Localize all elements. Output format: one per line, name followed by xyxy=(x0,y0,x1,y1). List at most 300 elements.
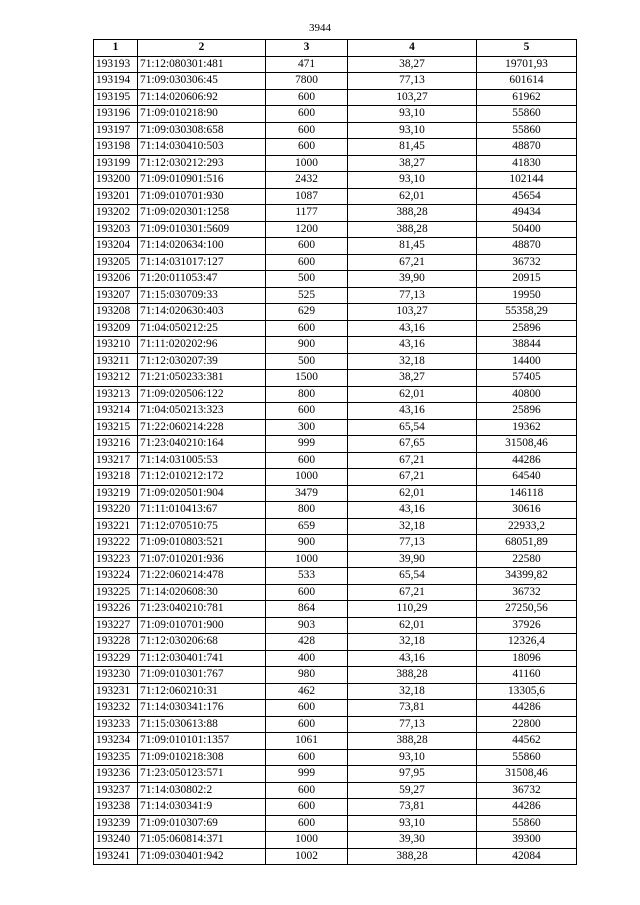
cadastral-number-cell: 71:12:030401:741 xyxy=(138,650,266,667)
row-id-cell: 193196 xyxy=(94,106,138,123)
table-row xyxy=(94,749,577,766)
row-id-cell: 193231 xyxy=(94,683,138,700)
column-header-4: 4 xyxy=(348,40,477,57)
row-id-cell: 193205 xyxy=(94,254,138,271)
value-cell: 22933,2 xyxy=(477,518,577,535)
rate-cell: 67,21 xyxy=(348,469,477,486)
rate-cell: 67,21 xyxy=(348,452,477,469)
area-cell: 999 xyxy=(266,766,348,783)
value-cell: 146118 xyxy=(477,485,577,502)
area-cell: 533 xyxy=(266,568,348,585)
cadastral-number-cell: 71:12:030212:293 xyxy=(138,155,266,172)
value-cell: 55860 xyxy=(477,122,577,139)
cadastral-number-cell: 71:09:010218:90 xyxy=(138,106,266,123)
row-id-cell: 193213 xyxy=(94,386,138,403)
rate-cell: 93,10 xyxy=(348,172,477,189)
value-cell: 55860 xyxy=(477,815,577,832)
rate-cell: 65,54 xyxy=(348,419,477,436)
area-cell: 600 xyxy=(266,782,348,799)
value-cell: 55860 xyxy=(477,749,577,766)
table-row xyxy=(94,584,577,601)
cadastral-number-cell: 71:23:050123:571 xyxy=(138,766,266,783)
row-id-cell: 193210 xyxy=(94,337,138,354)
table-row xyxy=(94,254,577,271)
area-cell: 428 xyxy=(266,634,348,651)
cadastral-number-cell: 71:14:020634:100 xyxy=(138,238,266,255)
row-id-cell: 193204 xyxy=(94,238,138,255)
area-cell: 3479 xyxy=(266,485,348,502)
cadastral-number-cell: 71:09:030306:45 xyxy=(138,73,266,90)
area-cell: 7800 xyxy=(266,73,348,90)
area-cell: 600 xyxy=(266,403,348,420)
table-row xyxy=(94,419,577,436)
cadastral-number-cell: 71:12:030207:39 xyxy=(138,353,266,370)
column-header-2: 2 xyxy=(138,40,266,57)
rate-cell: 77,13 xyxy=(348,73,477,90)
value-cell: 36732 xyxy=(477,584,577,601)
value-cell: 42084 xyxy=(477,848,577,865)
table-row xyxy=(94,452,577,469)
cadastral-number-cell: 71:05:060814:371 xyxy=(138,832,266,849)
area-cell: 600 xyxy=(266,700,348,717)
cadastral-number-cell: 71:20:011053:47 xyxy=(138,271,266,288)
value-cell: 22800 xyxy=(477,716,577,733)
cadastral-number-cell: 71:22:060214:478 xyxy=(138,568,266,585)
value-cell: 36732 xyxy=(477,254,577,271)
table-row xyxy=(94,733,577,750)
rate-cell: 77,13 xyxy=(348,287,477,304)
page-number: 3944 xyxy=(309,22,331,34)
cadastral-number-cell: 71:09:010901:516 xyxy=(138,172,266,189)
table-row xyxy=(94,469,577,486)
table-row xyxy=(94,782,577,799)
table-row xyxy=(94,172,577,189)
row-id-cell: 193197 xyxy=(94,122,138,139)
table-row xyxy=(94,403,577,420)
cadastral-number-cell: 71:04:050212:25 xyxy=(138,320,266,337)
area-cell: 600 xyxy=(266,452,348,469)
value-cell: 22580 xyxy=(477,551,577,568)
row-id-cell: 193211 xyxy=(94,353,138,370)
area-cell: 600 xyxy=(266,799,348,816)
table-row xyxy=(94,122,577,139)
row-id-cell: 193238 xyxy=(94,799,138,816)
row-id-cell: 193221 xyxy=(94,518,138,535)
row-id-cell: 193226 xyxy=(94,601,138,618)
value-cell: 68051,89 xyxy=(477,535,577,552)
row-id-cell: 193228 xyxy=(94,634,138,651)
value-cell: 38844 xyxy=(477,337,577,354)
row-id-cell: 193223 xyxy=(94,551,138,568)
rate-cell: 32,18 xyxy=(348,518,477,535)
table-row xyxy=(94,271,577,288)
rate-cell: 81,45 xyxy=(348,139,477,156)
table-row xyxy=(94,56,577,73)
row-id-cell: 193216 xyxy=(94,436,138,453)
table-row xyxy=(94,485,577,502)
cadastral-number-cell: 71:09:010301:767 xyxy=(138,667,266,684)
area-cell: 471 xyxy=(266,56,348,73)
row-id-cell: 193217 xyxy=(94,452,138,469)
row-id-cell: 193229 xyxy=(94,650,138,667)
cadastral-number-cell: 71:23:040210:164 xyxy=(138,436,266,453)
row-id-cell: 193218 xyxy=(94,469,138,486)
header-row xyxy=(94,40,577,57)
value-cell: 37926 xyxy=(477,617,577,634)
rate-cell: 67,21 xyxy=(348,254,477,271)
table-row xyxy=(94,700,577,717)
cadastral-number-cell: 71:14:030341:9 xyxy=(138,799,266,816)
cadastral-number-cell: 71:09:010101:1357 xyxy=(138,733,266,750)
area-cell: 864 xyxy=(266,601,348,618)
area-cell: 1061 xyxy=(266,733,348,750)
row-id-cell: 193235 xyxy=(94,749,138,766)
area-cell: 1500 xyxy=(266,370,348,387)
table-row xyxy=(94,106,577,123)
rate-cell: 93,10 xyxy=(348,122,477,139)
cadastral-number-cell: 71:09:010701:900 xyxy=(138,617,266,634)
table-row xyxy=(94,436,577,453)
table-row xyxy=(94,89,577,106)
area-cell: 500 xyxy=(266,353,348,370)
cadastral-number-cell: 71:09:010701:930 xyxy=(138,188,266,205)
row-id-cell: 193203 xyxy=(94,221,138,238)
area-cell: 600 xyxy=(266,122,348,139)
table-row xyxy=(94,502,577,519)
rate-cell: 73,81 xyxy=(348,799,477,816)
cadastral-number-cell: 71:14:020608:30 xyxy=(138,584,266,601)
rate-cell: 81,45 xyxy=(348,238,477,255)
cadastral-number-cell: 71:21:050233:381 xyxy=(138,370,266,387)
rate-cell: 65,54 xyxy=(348,568,477,585)
table-row xyxy=(94,766,577,783)
value-cell: 57405 xyxy=(477,370,577,387)
value-cell: 36732 xyxy=(477,782,577,799)
value-cell: 49434 xyxy=(477,205,577,222)
cadastral-number-cell: 71:12:010212:172 xyxy=(138,469,266,486)
row-id-cell: 193240 xyxy=(94,832,138,849)
table-row xyxy=(94,683,577,700)
row-id-cell: 193239 xyxy=(94,815,138,832)
rate-cell: 43,16 xyxy=(348,650,477,667)
value-cell: 12326,4 xyxy=(477,634,577,651)
row-id-cell: 193201 xyxy=(94,188,138,205)
rate-cell: 388,28 xyxy=(348,221,477,238)
area-cell: 1200 xyxy=(266,221,348,238)
row-id-cell: 193233 xyxy=(94,716,138,733)
row-id-cell: 193194 xyxy=(94,73,138,90)
row-id-cell: 193199 xyxy=(94,155,138,172)
table-row xyxy=(94,848,577,865)
row-id-cell: 193212 xyxy=(94,370,138,387)
cadastral-number-cell: 71:09:010307:69 xyxy=(138,815,266,832)
row-id-cell: 193209 xyxy=(94,320,138,337)
value-cell: 31508,46 xyxy=(477,766,577,783)
area-cell: 1002 xyxy=(266,848,348,865)
area-cell: 629 xyxy=(266,304,348,321)
value-cell: 55860 xyxy=(477,106,577,123)
value-cell: 14400 xyxy=(477,353,577,370)
rate-cell: 39,90 xyxy=(348,271,477,288)
area-cell: 1000 xyxy=(266,551,348,568)
area-cell: 999 xyxy=(266,436,348,453)
rate-cell: 110,29 xyxy=(348,601,477,618)
rate-cell: 62,01 xyxy=(348,386,477,403)
data-table xyxy=(93,39,577,865)
rate-cell: 62,01 xyxy=(348,617,477,634)
row-id-cell: 193214 xyxy=(94,403,138,420)
area-cell: 600 xyxy=(266,106,348,123)
area-cell: 800 xyxy=(266,386,348,403)
row-id-cell: 193224 xyxy=(94,568,138,585)
value-cell: 20915 xyxy=(477,271,577,288)
area-cell: 1177 xyxy=(266,205,348,222)
value-cell: 18096 xyxy=(477,650,577,667)
rate-cell: 388,28 xyxy=(348,733,477,750)
area-cell: 1087 xyxy=(266,188,348,205)
table-row xyxy=(94,139,577,156)
area-cell: 525 xyxy=(266,287,348,304)
value-cell: 19362 xyxy=(477,419,577,436)
row-id-cell: 193222 xyxy=(94,535,138,552)
row-id-cell: 193207 xyxy=(94,287,138,304)
area-cell: 980 xyxy=(266,667,348,684)
cadastral-number-cell: 71:14:020606:92 xyxy=(138,89,266,106)
cadastral-number-cell: 71:07:010201:936 xyxy=(138,551,266,568)
area-cell: 600 xyxy=(266,238,348,255)
value-cell: 13305,6 xyxy=(477,683,577,700)
rate-cell: 59,27 xyxy=(348,782,477,799)
area-cell: 300 xyxy=(266,419,348,436)
area-cell: 800 xyxy=(266,502,348,519)
row-id-cell: 193225 xyxy=(94,584,138,601)
row-id-cell: 193202 xyxy=(94,205,138,222)
rate-cell: 38,27 xyxy=(348,155,477,172)
value-cell: 601614 xyxy=(477,73,577,90)
row-id-cell: 193220 xyxy=(94,502,138,519)
row-id-cell: 193230 xyxy=(94,667,138,684)
value-cell: 50400 xyxy=(477,221,577,238)
row-id-cell: 193206 xyxy=(94,271,138,288)
value-cell: 30616 xyxy=(477,502,577,519)
area-cell: 1000 xyxy=(266,155,348,172)
rate-cell: 32,18 xyxy=(348,353,477,370)
row-id-cell: 193193 xyxy=(94,56,138,73)
rate-cell: 97,95 xyxy=(348,766,477,783)
table-row xyxy=(94,320,577,337)
row-id-cell: 193200 xyxy=(94,172,138,189)
area-cell: 600 xyxy=(266,139,348,156)
cadastral-number-cell: 71:09:010301:5609 xyxy=(138,221,266,238)
rate-cell: 62,01 xyxy=(348,188,477,205)
value-cell: 44562 xyxy=(477,733,577,750)
value-cell: 25896 xyxy=(477,403,577,420)
table-row xyxy=(94,205,577,222)
rate-cell: 388,28 xyxy=(348,667,477,684)
table-row xyxy=(94,188,577,205)
cadastral-number-cell: 71:11:020202:96 xyxy=(138,337,266,354)
rate-cell: 43,16 xyxy=(348,403,477,420)
value-cell: 31508,46 xyxy=(477,436,577,453)
row-id-cell: 193236 xyxy=(94,766,138,783)
table-row xyxy=(94,287,577,304)
cadastral-number-cell: 71:04:050213:323 xyxy=(138,403,266,420)
rate-cell: 77,13 xyxy=(348,716,477,733)
cadastral-number-cell: 71:12:080301:481 xyxy=(138,56,266,73)
area-cell: 2432 xyxy=(266,172,348,189)
value-cell: 27250,56 xyxy=(477,601,577,618)
cadastral-number-cell: 71:23:040210:781 xyxy=(138,601,266,618)
rate-cell: 67,65 xyxy=(348,436,477,453)
table-row xyxy=(94,238,577,255)
table-row xyxy=(94,601,577,618)
cadastral-number-cell: 71:09:020301:1258 xyxy=(138,205,266,222)
cadastral-number-cell: 71:14:020630:403 xyxy=(138,304,266,321)
table-body xyxy=(94,56,577,865)
area-cell: 600 xyxy=(266,749,348,766)
rate-cell: 43,16 xyxy=(348,337,477,354)
row-id-cell: 193208 xyxy=(94,304,138,321)
cadastral-number-cell: 71:14:030802:2 xyxy=(138,782,266,799)
cadastral-number-cell: 71:09:010803:521 xyxy=(138,535,266,552)
column-header-1: 1 xyxy=(94,40,138,57)
rate-cell: 93,10 xyxy=(348,749,477,766)
table-row xyxy=(94,634,577,651)
row-id-cell: 193227 xyxy=(94,617,138,634)
column-header-5: 5 xyxy=(477,40,577,57)
value-cell: 25896 xyxy=(477,320,577,337)
area-cell: 1000 xyxy=(266,469,348,486)
rate-cell: 388,28 xyxy=(348,848,477,865)
area-cell: 500 xyxy=(266,271,348,288)
row-id-cell: 193241 xyxy=(94,848,138,865)
cadastral-number-cell: 71:12:070510:75 xyxy=(138,518,266,535)
value-cell: 45654 xyxy=(477,188,577,205)
table-row xyxy=(94,832,577,849)
cadastral-number-cell: 71:09:030308:658 xyxy=(138,122,266,139)
value-cell: 44286 xyxy=(477,799,577,816)
value-cell: 19950 xyxy=(477,287,577,304)
rate-cell: 73,81 xyxy=(348,700,477,717)
rate-cell: 39,30 xyxy=(348,832,477,849)
area-cell: 903 xyxy=(266,617,348,634)
cadastral-number-cell: 71:14:031005:53 xyxy=(138,452,266,469)
area-cell: 462 xyxy=(266,683,348,700)
area-cell: 600 xyxy=(266,254,348,271)
rate-cell: 103,27 xyxy=(348,89,477,106)
cadastral-number-cell: 71:09:010218:308 xyxy=(138,749,266,766)
row-id-cell: 193215 xyxy=(94,419,138,436)
table-row xyxy=(94,155,577,172)
value-cell: 34399,82 xyxy=(477,568,577,585)
rate-cell: 77,13 xyxy=(348,535,477,552)
rate-cell: 62,01 xyxy=(348,485,477,502)
cadastral-number-cell: 71:12:030206:68 xyxy=(138,634,266,651)
cadastral-number-cell: 71:15:030709:33 xyxy=(138,287,266,304)
rate-cell: 388,28 xyxy=(348,205,477,222)
area-cell: 600 xyxy=(266,320,348,337)
column-header-3: 3 xyxy=(266,40,348,57)
table-row xyxy=(94,304,577,321)
cadastral-number-cell: 71:09:020506:122 xyxy=(138,386,266,403)
table-row xyxy=(94,551,577,568)
table-row xyxy=(94,716,577,733)
cadastral-number-cell: 71:14:030410:503 xyxy=(138,139,266,156)
rate-cell: 43,16 xyxy=(348,502,477,519)
cadastral-number-cell: 71:15:030613:88 xyxy=(138,716,266,733)
area-cell: 600 xyxy=(266,89,348,106)
table-row xyxy=(94,386,577,403)
value-cell: 41160 xyxy=(477,667,577,684)
cadastral-number-cell: 71:14:031017:127 xyxy=(138,254,266,271)
table-row xyxy=(94,650,577,667)
area-cell: 659 xyxy=(266,518,348,535)
cadastral-number-cell: 71:14:030341:176 xyxy=(138,700,266,717)
rate-cell: 32,18 xyxy=(348,683,477,700)
table-row xyxy=(94,518,577,535)
cadastral-number-cell: 71:11:010413:67 xyxy=(138,502,266,519)
table-row xyxy=(94,617,577,634)
row-id-cell: 193234 xyxy=(94,733,138,750)
value-cell: 44286 xyxy=(477,700,577,717)
rate-cell: 93,10 xyxy=(348,815,477,832)
area-cell: 900 xyxy=(266,337,348,354)
cadastral-number-cell: 71:12:060210:31 xyxy=(138,683,266,700)
area-cell: 400 xyxy=(266,650,348,667)
table-row xyxy=(94,221,577,238)
table-row xyxy=(94,667,577,684)
value-cell: 102144 xyxy=(477,172,577,189)
rate-cell: 38,27 xyxy=(348,56,477,73)
area-cell: 600 xyxy=(266,815,348,832)
rate-cell: 67,21 xyxy=(348,584,477,601)
table-row xyxy=(94,337,577,354)
rate-cell: 39,90 xyxy=(348,551,477,568)
rate-cell: 32,18 xyxy=(348,634,477,651)
rate-cell: 103,27 xyxy=(348,304,477,321)
value-cell: 19701,93 xyxy=(477,56,577,73)
area-cell: 1000 xyxy=(266,832,348,849)
cadastral-number-cell: 71:09:030401:942 xyxy=(138,848,266,865)
value-cell: 48870 xyxy=(477,238,577,255)
table-row xyxy=(94,73,577,90)
cadastral-number-cell: 71:22:060214:228 xyxy=(138,419,266,436)
table-row xyxy=(94,799,577,816)
row-id-cell: 193219 xyxy=(94,485,138,502)
table-row xyxy=(94,815,577,832)
rate-cell: 93,10 xyxy=(348,106,477,123)
value-cell: 44286 xyxy=(477,452,577,469)
area-cell: 600 xyxy=(266,716,348,733)
cadastral-number-cell: 71:09:020501:904 xyxy=(138,485,266,502)
rate-cell: 38,27 xyxy=(348,370,477,387)
table-row xyxy=(94,535,577,552)
row-id-cell: 193237 xyxy=(94,782,138,799)
value-cell: 61962 xyxy=(477,89,577,106)
table-row xyxy=(94,370,577,387)
value-cell: 55358,29 xyxy=(477,304,577,321)
area-cell: 600 xyxy=(266,584,348,601)
value-cell: 39300 xyxy=(477,832,577,849)
value-cell: 48870 xyxy=(477,139,577,156)
area-cell: 900 xyxy=(266,535,348,552)
table-row xyxy=(94,353,577,370)
value-cell: 40800 xyxy=(477,386,577,403)
row-id-cell: 193198 xyxy=(94,139,138,156)
value-cell: 64540 xyxy=(477,469,577,486)
row-id-cell: 193232 xyxy=(94,700,138,717)
table-row xyxy=(94,568,577,585)
